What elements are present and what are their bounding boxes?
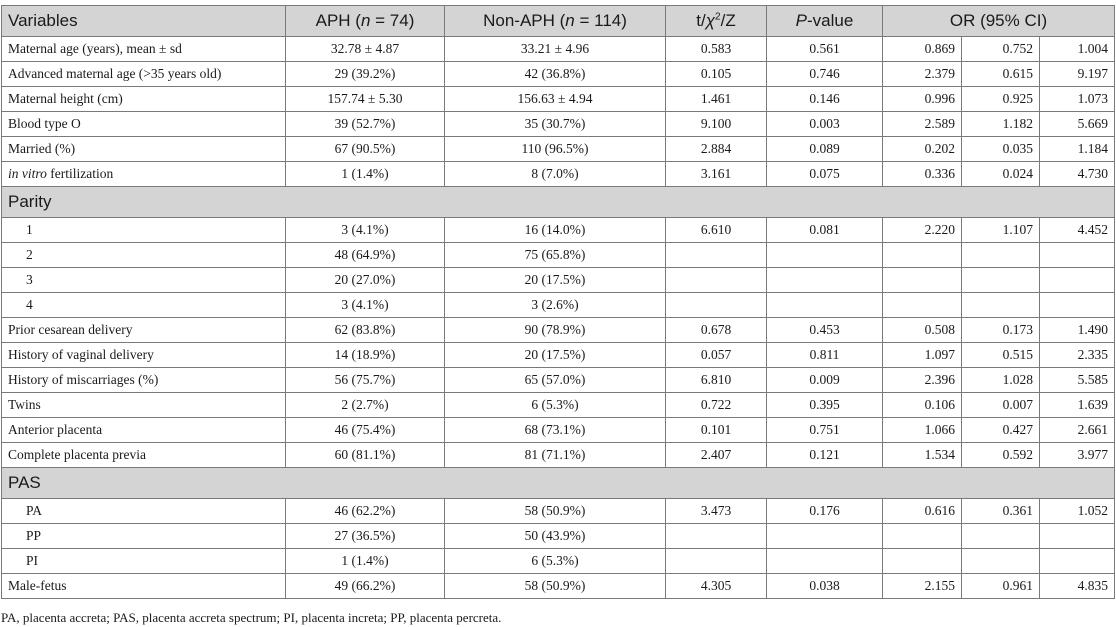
row-label: Married (%)	[2, 137, 286, 162]
header-variables: Variables	[2, 6, 286, 37]
or-cell	[883, 524, 962, 549]
ci-high-cell: 2.661	[1040, 418, 1115, 443]
p-cell: 0.176	[767, 499, 883, 524]
or-cell: 2.220	[883, 218, 962, 243]
p-cell: 0.746	[767, 62, 883, 87]
table-row	[2, 218, 1115, 243]
table-row	[2, 318, 1115, 343]
header-non-prefix: Non-APH (	[483, 11, 566, 30]
stat-cell: 3.161	[666, 162, 767, 187]
or-cell: 0.996	[883, 87, 962, 112]
stat-cell: 6.610	[666, 218, 767, 243]
p-cell: 0.811	[767, 343, 883, 368]
table-row	[2, 343, 1115, 368]
aph-cell: 56 (75.7%)	[286, 368, 445, 393]
header-p-rest: -value	[807, 11, 854, 30]
header-non-aph	[445, 6, 666, 37]
stat-cell	[666, 243, 767, 268]
or-cell	[883, 268, 962, 293]
ci-low-cell: 0.752	[962, 37, 1040, 62]
or-cell	[883, 243, 962, 268]
aph-cell: 48 (64.9%)	[286, 243, 445, 268]
section-row-parity	[2, 187, 1115, 218]
table-row	[2, 393, 1115, 418]
ci-low-cell: 1.028	[962, 368, 1040, 393]
ci-low-cell: 0.592	[962, 443, 1040, 468]
row-label: 2	[2, 243, 286, 268]
stat-cell: 2.407	[666, 443, 767, 468]
ci-high-cell: 1.004	[1040, 37, 1115, 62]
ci-high-cell	[1040, 524, 1115, 549]
ci-high-cell: 5.669	[1040, 112, 1115, 137]
or-cell: 1.534	[883, 443, 962, 468]
table-row	[2, 37, 1115, 62]
non-aph-cell: 58 (50.9%)	[445, 499, 666, 524]
p-cell: 0.075	[767, 162, 883, 187]
aph-cell: 1 (1.4%)	[286, 162, 445, 187]
non-aph-cell: 90 (78.9%)	[445, 318, 666, 343]
non-aph-cell: 6 (5.3%)	[445, 393, 666, 418]
stat-cell: 0.105	[666, 62, 767, 87]
header-non-n: n	[565, 11, 575, 30]
aph-cell: 39 (52.7%)	[286, 112, 445, 137]
row-label: Twins	[2, 393, 286, 418]
aph-cell: 46 (75.4%)	[286, 418, 445, 443]
section-title: Parity	[2, 187, 1115, 218]
table-row	[2, 243, 1115, 268]
header-aph-suffix: = 74)	[370, 11, 415, 30]
row-label	[2, 162, 286, 187]
header-or: OR (95% CI)	[883, 6, 1115, 37]
ci-high-cell: 1.073	[1040, 87, 1115, 112]
ci-high-cell	[1040, 293, 1115, 318]
row-label: PI	[2, 549, 286, 574]
table-row	[2, 62, 1115, 87]
row-label: Maternal age (years), mean ± sd	[2, 37, 286, 62]
ci-low-cell: 0.427	[962, 418, 1040, 443]
ci-low-cell: 0.035	[962, 137, 1040, 162]
or-cell	[883, 549, 962, 574]
ci-high-cell: 1.490	[1040, 318, 1115, 343]
or-cell: 2.379	[883, 62, 962, 87]
row-label: Male-fetus	[2, 574, 286, 599]
or-cell: 0.202	[883, 137, 962, 162]
ci-low-cell: 0.361	[962, 499, 1040, 524]
table-row	[2, 574, 1115, 599]
ci-low-cell	[962, 268, 1040, 293]
row-label: History of vaginal delivery	[2, 343, 286, 368]
stat-cell: 6.810	[666, 368, 767, 393]
row-label: PA	[2, 499, 286, 524]
p-cell: 0.121	[767, 443, 883, 468]
header-stat-b: /Z	[720, 11, 736, 30]
ci-low-cell: 0.615	[962, 62, 1040, 87]
aph-cell: 157.74 ± 5.30	[286, 87, 445, 112]
header-aph-prefix: APH (	[315, 11, 361, 30]
table-row	[2, 137, 1115, 162]
ci-high-cell: 1.639	[1040, 393, 1115, 418]
table-row	[2, 549, 1115, 574]
stat-cell: 0.101	[666, 418, 767, 443]
ci-low-cell: 1.107	[962, 218, 1040, 243]
header-p-italic: P	[795, 11, 808, 30]
header-stat-a: t/	[696, 11, 706, 30]
table-footnote: PA, placenta accreta; PAS, placenta accreta spectrum; PI, placenta increta; PP, placenta percreta.	[1, 610, 502, 625]
stat-cell: 0.583	[666, 37, 767, 62]
ci-high-cell: 4.730	[1040, 162, 1115, 187]
stat-cell	[666, 268, 767, 293]
header-p-value	[767, 6, 883, 37]
ci-high-cell: 9.197	[1040, 62, 1115, 87]
non-aph-cell: 6 (5.3%)	[445, 549, 666, 574]
table-row	[2, 368, 1115, 393]
ci-low-cell: 1.182	[962, 112, 1040, 137]
header-non-suffix: = 114)	[574, 11, 627, 30]
table-row	[2, 443, 1115, 468]
header-statistic	[666, 6, 767, 37]
p-cell: 0.089	[767, 137, 883, 162]
ci-high-cell: 1.052	[1040, 499, 1115, 524]
aph-cell: 46 (62.2%)	[286, 499, 445, 524]
non-aph-cell: 20 (17.5%)	[445, 268, 666, 293]
stat-cell	[666, 549, 767, 574]
p-cell: 0.395	[767, 393, 883, 418]
ci-low-cell	[962, 549, 1040, 574]
aph-cell: 32.78 ± 4.87	[286, 37, 445, 62]
p-cell: 0.146	[767, 87, 883, 112]
ci-high-cell: 2.335	[1040, 343, 1115, 368]
or-cell: 1.066	[883, 418, 962, 443]
ci-low-cell: 0.515	[962, 343, 1040, 368]
p-cell	[767, 293, 883, 318]
ci-low-cell: 0.024	[962, 162, 1040, 187]
ci-high-cell	[1040, 549, 1115, 574]
header-stat-sup: 2	[715, 11, 721, 23]
header-row	[2, 6, 1115, 37]
ci-low-cell: 0.925	[962, 87, 1040, 112]
ci-low-cell	[962, 293, 1040, 318]
ci-low-cell: 0.007	[962, 393, 1040, 418]
non-aph-cell: 35 (30.7%)	[445, 112, 666, 137]
or-cell: 2.155	[883, 574, 962, 599]
section-row-pas	[2, 468, 1115, 499]
non-aph-cell: 50 (43.9%)	[445, 524, 666, 549]
ci-high-cell	[1040, 268, 1115, 293]
aph-cell: 3 (4.1%)	[286, 293, 445, 318]
aph-cell: 29 (39.2%)	[286, 62, 445, 87]
row-label: 4	[2, 293, 286, 318]
stat-cell: 1.461	[666, 87, 767, 112]
row-label: Blood type O	[2, 112, 286, 137]
stat-cell: 0.057	[666, 343, 767, 368]
table-row	[2, 418, 1115, 443]
p-cell: 0.081	[767, 218, 883, 243]
p-cell	[767, 524, 883, 549]
non-aph-cell: 68 (73.1%)	[445, 418, 666, 443]
ci-high-cell: 5.585	[1040, 368, 1115, 393]
stat-cell: 4.305	[666, 574, 767, 599]
aph-cell: 20 (27.0%)	[286, 268, 445, 293]
non-aph-cell: 3 (2.6%)	[445, 293, 666, 318]
or-cell: 0.508	[883, 318, 962, 343]
table-row	[2, 524, 1115, 549]
p-cell: 0.009	[767, 368, 883, 393]
row-label: 3	[2, 268, 286, 293]
ci-high-cell	[1040, 243, 1115, 268]
ci-low-cell: 0.173	[962, 318, 1040, 343]
stat-cell	[666, 524, 767, 549]
table-row	[2, 112, 1115, 137]
row-label: PP	[2, 524, 286, 549]
stat-cell: 3.473	[666, 499, 767, 524]
ci-high-cell: 1.184	[1040, 137, 1115, 162]
section-title: PAS	[2, 468, 1115, 499]
row-label: Advanced maternal age (>35 years old)	[2, 62, 286, 87]
row-label: 1	[2, 218, 286, 243]
row-label: Complete placenta previa	[2, 443, 286, 468]
or-cell: 0.616	[883, 499, 962, 524]
table-row	[2, 87, 1115, 112]
non-aph-cell: 156.63 ± 4.94	[445, 87, 666, 112]
non-aph-cell: 33.21 ± 4.96	[445, 37, 666, 62]
stat-cell	[666, 293, 767, 318]
ci-low-cell	[962, 243, 1040, 268]
p-cell: 0.003	[767, 112, 883, 137]
or-cell: 0.106	[883, 393, 962, 418]
p-cell	[767, 268, 883, 293]
or-cell	[883, 293, 962, 318]
ivf-label-italic: in vitro	[8, 166, 47, 181]
non-aph-cell: 58 (50.9%)	[445, 574, 666, 599]
or-cell: 1.097	[883, 343, 962, 368]
header-aph	[286, 6, 445, 37]
aph-cell: 3 (4.1%)	[286, 218, 445, 243]
aph-cell: 2 (2.7%)	[286, 393, 445, 418]
p-cell: 0.561	[767, 37, 883, 62]
aph-cell: 27 (36.5%)	[286, 524, 445, 549]
aph-cell: 14 (18.9%)	[286, 343, 445, 368]
header-aph-n: n	[360, 11, 371, 30]
table-row	[2, 499, 1115, 524]
non-aph-cell: 42 (36.8%)	[445, 62, 666, 87]
ivf-label-rest: fertilization	[46, 166, 114, 181]
non-aph-cell: 20 (17.5%)	[445, 343, 666, 368]
ci-low-cell	[962, 524, 1040, 549]
p-cell: 0.751	[767, 418, 883, 443]
stat-cell: 9.100	[666, 112, 767, 137]
non-aph-cell: 16 (14.0%)	[445, 218, 666, 243]
ci-low-cell: 0.961	[962, 574, 1040, 599]
p-cell: 0.038	[767, 574, 883, 599]
p-cell: 0.453	[767, 318, 883, 343]
row-label: Prior cesarean delivery	[2, 318, 286, 343]
non-aph-cell: 110 (96.5%)	[445, 137, 666, 162]
non-aph-cell: 65 (57.0%)	[445, 368, 666, 393]
or-cell: 0.336	[883, 162, 962, 187]
table-body	[2, 37, 1115, 599]
non-aph-cell: 8 (7.0%)	[445, 162, 666, 187]
aph-cell: 49 (66.2%)	[286, 574, 445, 599]
table-row	[2, 162, 1115, 187]
ci-high-cell: 3.977	[1040, 443, 1115, 468]
or-cell: 0.869	[883, 37, 962, 62]
ci-high-cell: 4.452	[1040, 218, 1115, 243]
ci-high-cell: 4.835	[1040, 574, 1115, 599]
aph-cell: 62 (83.8%)	[286, 318, 445, 343]
row-label: Maternal height (cm)	[2, 87, 286, 112]
aph-cell: 67 (90.5%)	[286, 137, 445, 162]
stat-cell: 0.678	[666, 318, 767, 343]
characteristics-table	[1, 5, 1115, 599]
stat-cell: 0.722	[666, 393, 767, 418]
aph-cell: 60 (81.1%)	[286, 443, 445, 468]
aph-cell: 1 (1.4%)	[286, 549, 445, 574]
p-cell	[767, 243, 883, 268]
table-row	[2, 268, 1115, 293]
non-aph-cell: 81 (71.1%)	[445, 443, 666, 468]
row-label: Anterior placenta	[2, 418, 286, 443]
or-cell: 2.589	[883, 112, 962, 137]
non-aph-cell: 75 (65.8%)	[445, 243, 666, 268]
row-label: History of miscarriages (%)	[2, 368, 286, 393]
stat-cell: 2.884	[666, 137, 767, 162]
p-cell	[767, 549, 883, 574]
header-stat-chi: χ	[705, 11, 716, 30]
table-row	[2, 293, 1115, 318]
or-cell: 2.396	[883, 368, 962, 393]
